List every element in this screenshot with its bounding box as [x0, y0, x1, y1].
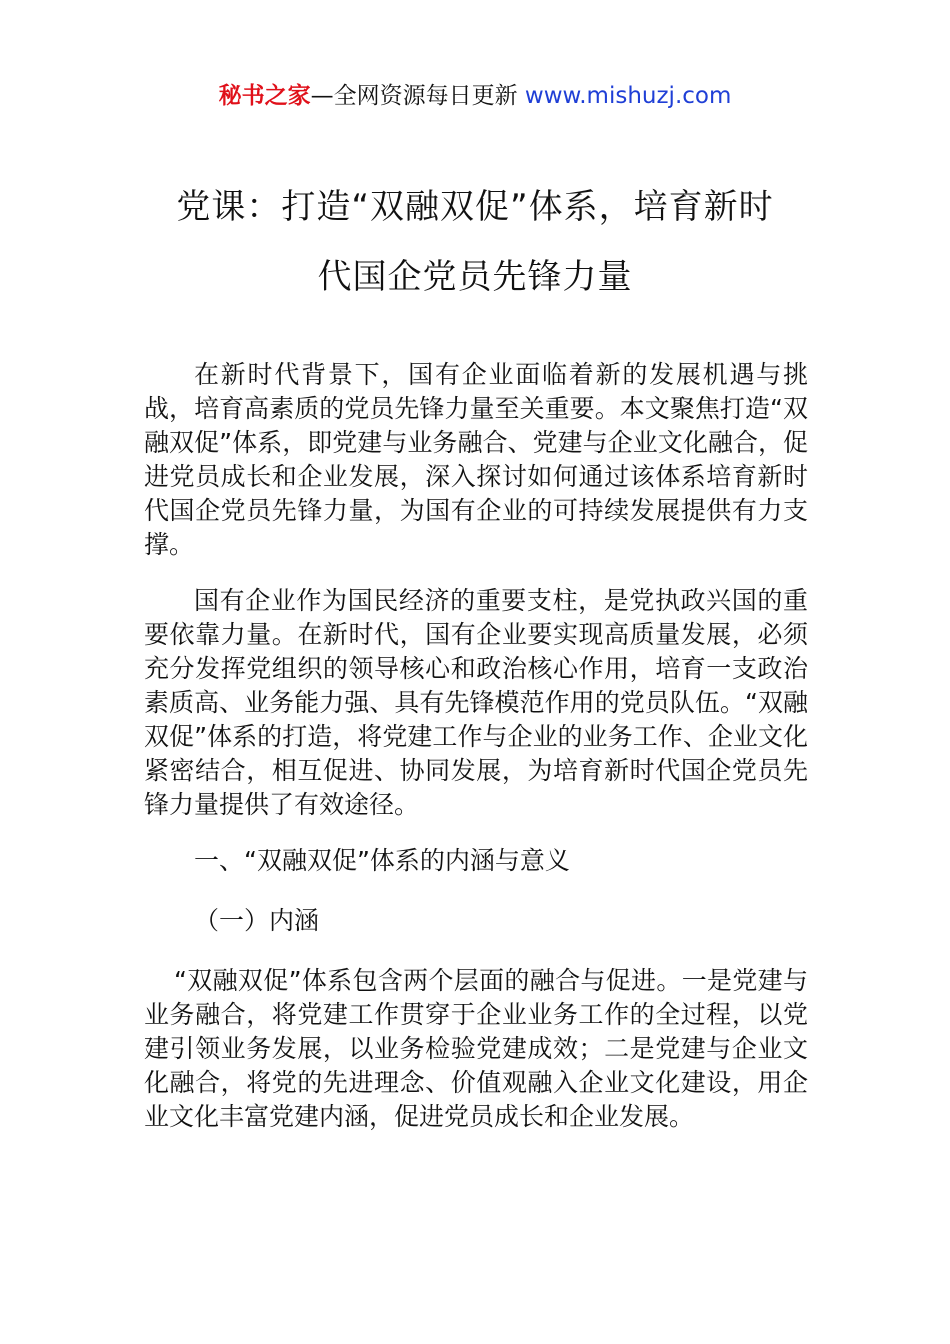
title-line-2: 代国企党员先锋力量	[317, 257, 633, 297]
paragraph-connotation: “双融双促”体系包含两个层面的融合与促进。一是党建与业务融合，将党建工作贯穿于企业业务工作的全过程，以党建引领业务发展，以业务检验党建成效；二是党建与企业文化融合，将党的先进理念、价值观融入企业文化建设，用企业文化丰富党建内涵，促进党员成长和企业发展。	[144, 966, 808, 1131]
site-header	[0, 80, 950, 112]
paragraph-intro: 在新时代背景下，国有企业面临着新的发展机遇与挑战，培育高素质的党员先锋力量至关重要。本文聚焦打造“双融双促”体系，即党建与业务融合、党建与企业文化融合，促进党员成长和企业发展，深入探讨如何通过该体系培育新时代国企党员先锋力量，为国有企业的可持续发展提供有力支撑。	[144, 360, 808, 559]
site-tagline: —全网资源每日更新	[310, 83, 525, 109]
document-title	[130, 172, 820, 312]
document-body	[144, 358, 808, 1156]
site-url-link[interactable]: www.mishuzj.com	[524, 83, 732, 109]
paragraph-background: 国有企业作为国民经济的重要支柱，是党执政兴国的重要依靠力量。在新时代，国有企业要实现高质量发展，必须充分发挥党组织的领导核心和政治核心作用，培育一支政治素质高、业务能力强、具有先锋模范作用的党员队伍。“双融双促”体系的打造，将党建工作与企业的业务工作、企业文化紧密结合，相互促进、协同发展，为培育新时代国企党员先锋力量提供了有效途径。	[144, 586, 808, 819]
title-line-1: 党课：打造“双融双促”体系，培育新时	[176, 187, 774, 227]
section-heading-1: 一、“双融双促”体系的内涵与意义	[194, 846, 570, 875]
site-brand: 秘书之家	[218, 83, 311, 109]
subsection-heading-connotation: （一）内涵	[194, 906, 320, 935]
